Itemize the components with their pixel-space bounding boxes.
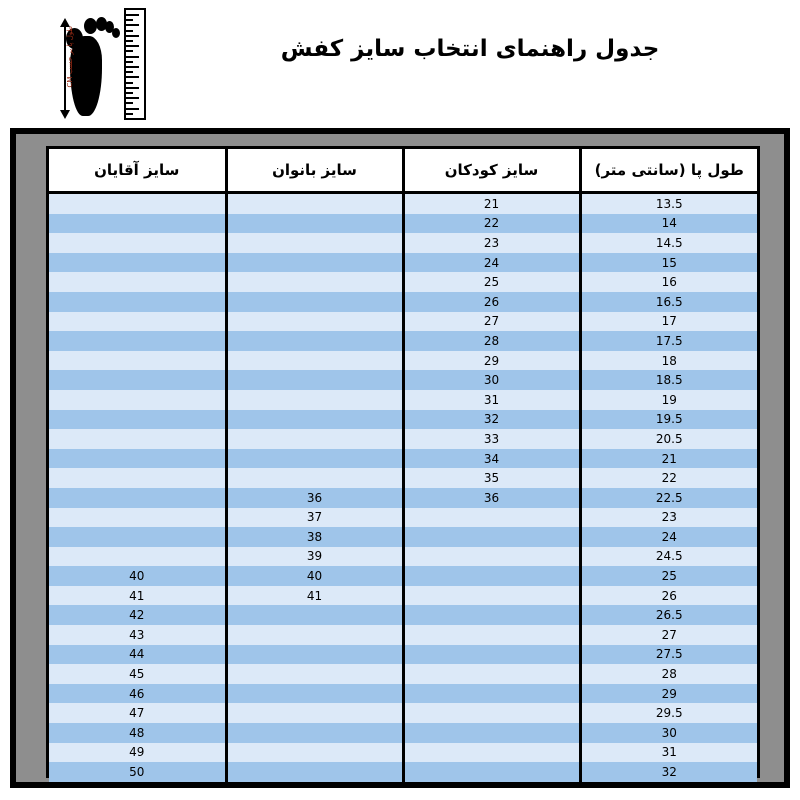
cell-kids: 24 [403,253,580,273]
cell-men [49,193,226,214]
cell-kids: 31 [403,390,580,410]
toe-shape [84,18,97,34]
cell-women [226,684,403,704]
table-row [49,390,757,410]
cell-foot_length: 16 [580,272,757,292]
column-header-foot-length: طول پا (سانتی متر) [580,149,757,193]
cell-kids [403,684,580,704]
cell-kids: 33 [403,429,580,449]
cell-men: 45 [49,664,226,684]
arrow-down-icon [60,110,70,119]
cell-men: 50 [49,762,226,782]
toe-shape [112,28,120,38]
cell-foot_length: 22.5 [580,488,757,508]
size-table [49,149,757,782]
page-title: جدول راهنمای انتخاب سایز کفش [280,36,660,62]
cell-kids: 32 [403,410,580,430]
cell-kids [403,508,580,528]
cell-women [226,625,403,645]
cell-women [226,703,403,723]
cell-foot_length: 31 [580,743,757,763]
cell-men [49,429,226,449]
table-body [49,193,757,782]
cell-men: 47 [49,703,226,723]
table-row [49,449,757,469]
cell-men: 41 [49,586,226,606]
cell-women [226,233,403,253]
cell-foot_length: 20.5 [580,429,757,449]
cell-kids: 25 [403,272,580,292]
cell-women: 36 [226,488,403,508]
table-row [49,723,757,743]
cell-foot_length: 32 [580,762,757,782]
cell-men [49,214,226,234]
cell-foot_length: 26 [580,586,757,606]
cell-foot_length: 19.5 [580,410,757,430]
cell-men: 44 [49,645,226,665]
cell-women [226,605,403,625]
cell-kids: 22 [403,214,580,234]
table-row [49,508,757,528]
cell-men [49,312,226,332]
cell-kids: 34 [403,449,580,469]
cell-kids [403,586,580,606]
cell-foot_length: 27 [580,625,757,645]
cell-kids [403,703,580,723]
cell-men [49,527,226,547]
cell-men [49,547,226,567]
cell-foot_length: 29.5 [580,703,757,723]
cell-women: 40 [226,566,403,586]
cell-foot_length: 14 [580,214,757,234]
cell-kids: 26 [403,292,580,312]
cell-women [226,410,403,430]
table-row [49,547,757,567]
cell-foot_length: 21 [580,449,757,469]
cell-men: 49 [49,743,226,763]
table-row [49,488,757,508]
table-row [49,292,757,312]
cell-women [226,645,403,665]
cell-men: 48 [49,723,226,743]
cell-women [226,193,403,214]
cell-women [226,331,403,351]
cell-foot_length: 17.5 [580,331,757,351]
cell-kids [403,723,580,743]
cell-kids: 21 [403,193,580,214]
cell-foot_length: 18 [580,351,757,371]
cell-kids [403,547,580,567]
table-row [49,527,757,547]
cell-women [226,449,403,469]
size-table-container [46,146,760,778]
cell-foot_length: 28 [580,664,757,684]
cell-men: 40 [49,566,226,586]
cell-kids: 27 [403,312,580,332]
cell-women [226,312,403,332]
cell-men [49,331,226,351]
table-row [49,703,757,723]
table-row [49,605,757,625]
cell-kids: 35 [403,468,580,488]
cell-kids [403,625,580,645]
table-row [49,312,757,332]
cell-women [226,664,403,684]
cell-foot_length: 24.5 [580,547,757,567]
cell-kids [403,645,580,665]
cell-kids [403,762,580,782]
table-row [49,664,757,684]
table-row [49,566,757,586]
cell-women [226,370,403,390]
cell-foot_length: 23 [580,508,757,528]
cell-men [49,272,226,292]
table-row [49,410,757,430]
cell-men [49,449,226,469]
cell-foot_length: 26.5 [580,605,757,625]
cell-foot_length: 25 [580,566,757,586]
cell-foot_length: 14.5 [580,233,757,253]
table-row [49,645,757,665]
foot-measurement-logo [28,8,146,120]
cell-women [226,743,403,763]
table-header-row [49,149,757,193]
cell-kids [403,605,580,625]
cell-kids [403,527,580,547]
cell-women: 41 [226,586,403,606]
cell-foot_length: 19 [580,390,757,410]
cell-foot_length: 30 [580,723,757,743]
table-row [49,331,757,351]
cell-foot_length: 15 [580,253,757,273]
cell-women [226,292,403,312]
cell-men: 42 [49,605,226,625]
cell-men [49,253,226,273]
cell-women [226,390,403,410]
cell-men: 43 [49,625,226,645]
cell-kids: 28 [403,331,580,351]
cell-men [49,351,226,371]
cell-women [226,429,403,449]
cell-women [226,351,403,371]
cell-men [49,468,226,488]
ruler-icon [124,8,146,120]
table-row [49,272,757,292]
cell-men [49,233,226,253]
cell-men [49,292,226,312]
table-row [49,351,757,371]
table-row [49,429,757,449]
cell-women [226,468,403,488]
cell-women [226,214,403,234]
table-frame [10,128,790,788]
cell-women [226,272,403,292]
page-header [0,0,800,128]
cell-women: 37 [226,508,403,528]
column-header-men: سایز آقایان [49,149,226,193]
table-row [49,684,757,704]
cell-men: 46 [49,684,226,704]
cell-kids [403,664,580,684]
cell-men [49,488,226,508]
cell-kids: 30 [403,370,580,390]
cell-kids: 29 [403,351,580,371]
cell-kids: 36 [403,488,580,508]
table-row [49,762,757,782]
column-header-kids: سایز کودکان [403,149,580,193]
cell-women [226,762,403,782]
cell-foot_length: 16.5 [580,292,757,312]
cell-men [49,390,226,410]
cell-foot_length: 17 [580,312,757,332]
cell-women [226,723,403,743]
cell-foot_length: 13.5 [580,193,757,214]
table-row [49,743,757,763]
cell-foot_length: 22 [580,468,757,488]
cell-foot_length: 18.5 [580,370,757,390]
cell-women: 38 [226,527,403,547]
table-row [49,193,757,214]
cell-kids: 23 [403,233,580,253]
table-row [49,214,757,234]
cell-women [226,253,403,273]
cell-men [49,410,226,430]
cell-men [49,370,226,390]
cell-kids [403,743,580,763]
cell-kids [403,566,580,586]
table-row [49,625,757,645]
cell-men [49,508,226,528]
table-head [49,149,757,193]
table-row [49,253,757,273]
column-header-women: سایز بانوان [226,149,403,193]
cell-women: 39 [226,547,403,567]
cell-foot_length: 29 [580,684,757,704]
cell-foot_length: 24 [580,527,757,547]
axis-label: طول پا بر حسب CM [66,26,74,88]
table-row [49,370,757,390]
footprint-icon [62,12,118,116]
table-row [49,233,757,253]
table-row [49,468,757,488]
table-row [49,586,757,606]
cell-foot_length: 27.5 [580,645,757,665]
